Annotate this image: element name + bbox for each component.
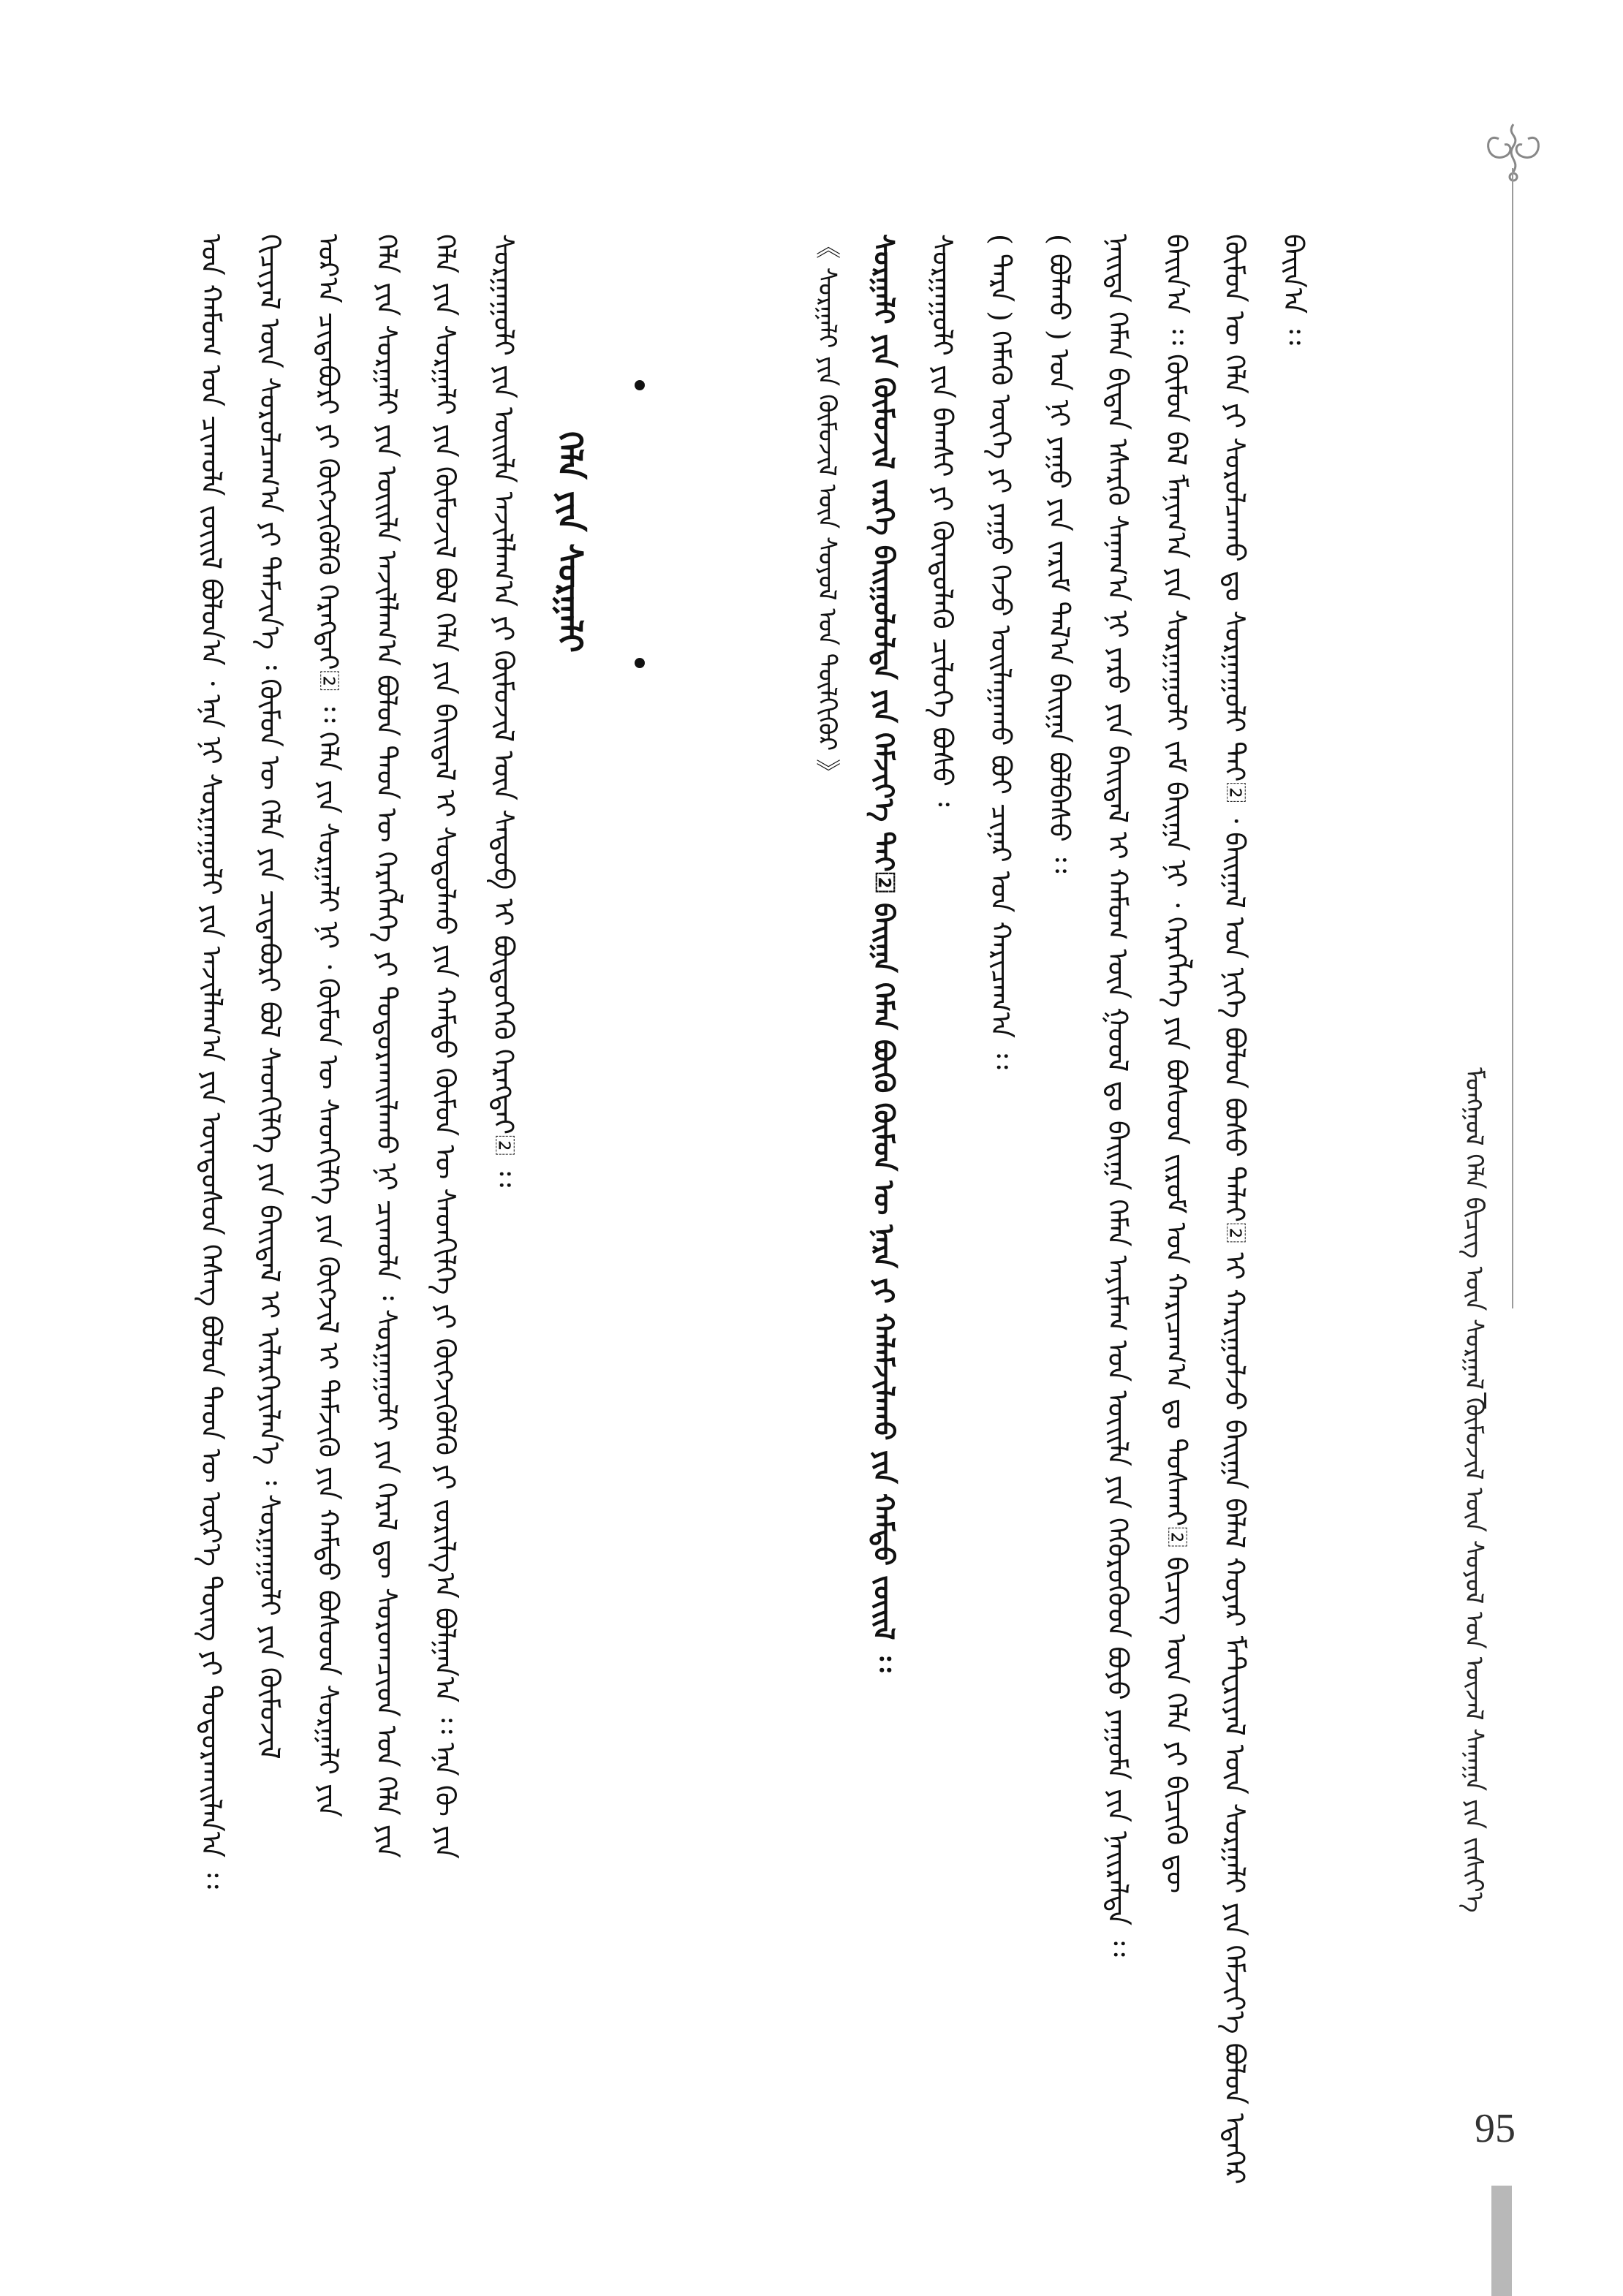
text-line-13: ᠬᠢᠴᠢᠶᠡᠯ ᠦᠨ ᠰᠤᠷᠤᠯᠴᠠᠭ᠎ᠠ ᠶᠢ ᠳᠡᠮᠵᠢᠨ᠎ᠡ ᠄ ᠬᠦᠮᠦᠨ ᠦ ᠬᠡᠯᠡ ᠶᠢᠨ ᠴᠢᠳᠠᠪᠤᠷᠢ ᠪᠣᠯ ᠰᠡᠳᠬᠢᠯᠭᠡ ᠶᠢᠨ ᠪᠠᠢ᠌ᠳᠠᠯ ᠢ ᠢᠯᠡᠷᠬᠡᠶᠢᠯᠡᠨ᠎ᠡ ᠄ ᠰᠤᠷᠭᠠᠭᠤᠯᠢ ᠶᠢᠨ ᠬᠦᠮᠦᠵᠢᠯ bbox=[254, 234, 286, 1759]
text-line-3: ᠨᠡᠢ᠌ᠲᠡ ᠬᠡᠮᠡᠨ ᠪᠢᠳᠡᠨ ᠡᠰᠡᠷᠭᠦ ᠰᠠᠨᠠᠭ᠎ᠠ ᠨᠢ ᠶᠡᠷᠦ ᠶᠢᠨ ᠪᠠᠢ᠌ᠳᠠᠯ ᠢ ᠬᠠᠮᠤᠭ ᠦᠨ ᠭᠣᠣᠯ ᠳᠤ ᠪᠠᠢ᠌ᠭᠠ ᠬᠡᠮᠡᠨ ᠠᠶᠢᠮᠠᠭ ᠤᠨ ᠦᠢ᠌ᠯᠡ ᠶᠢᠨ ᠬᠡᠭᠦᠷᠦᠭᠦᠳ ᠪᠤᠶᠤ ᠶᠠᠭᠤᠮᠠ ᠶᠢᠨ ᠨᠠᠢ᠌ᠷᠠᠯᠲᠠ ᠄᠄ bbox=[1102, 234, 1134, 1957]
text-line-4: ( ᠪᠣᠯᠬᠤ ) ᠤᠨ ᠨᠢ ᠶᠠᠭᠤ ᠶᠢᠨ ᠵᠠᠷᠢᠮ ᠲᠠᠯ᠎ᠠ ᠪᠠᠢ᠌ᠭᠠ ᠪᠣᠯᠪᠠᠰᠤ ᠄᠄ bbox=[1043, 234, 1075, 874]
thumb-tab bbox=[1491, 2186, 1512, 2296]
section-heading-text: ᠬᠡᠯᠡ ᠶᠢᠨ ᠰᠤᠷᠭᠠᠯᠢ bbox=[551, 431, 590, 653]
text-line-8: 《 ᠰᠤᠷᠭᠠᠯᠢ ᠶᠢᠨ ᠬᠦᠮᠦᠵᠢᠯ ᠦᠨ ᠰᠣᠶᠤᠯ ᠤᠨ ᠲᠦᠯᠬᠢᠭᠦᠷ 》 bbox=[812, 234, 841, 784]
bullet-icon bbox=[635, 380, 645, 390]
text-line-11: ᠬᠡᠯᠡ ᠶᠢᠨ ᠰᠤᠷᠭᠠᠯᠢ ᠶᠢᠨ ᠦᠢ᠌ᠯᠡ ᠠᠵᠢᠯᠯᠠᠭ᠎ᠠ ᠪᠣᠯᠤᠨ ᠲᠡᠦᠨ ᠦ ᠬᠡᠷᠡᠭᠯᠡᠭᠡ ᠶᠢ ᠲᠣᠳᠣᠷᠬᠠᠢ᠌ᠯᠠᠬᠤ ᠨᠢ ᠴᠢᠬᠤᠯᠠ ᠄ ᠰᠤᠷᠭᠠᠭᠤᠯᠢ ᠶᠢᠨ ᠭᠡᠷᠡᠯ ᠳᠦ ᠰᠤᠷᠤᠭᠴᠢᠳ ᠤᠨ ᠬᠡᠯᠡ ᠶᠢᠨ bbox=[371, 234, 403, 1858]
text-line-12: ᠤᠷ᠎ᠠ ᠴᠢᠳᠠᠪᠤᠷᠢ ᠶᠢ ᠬᠦᠭᠵᠢᠭᠦᠯᠬᠦ ᠬᠡᠷᠡᠭᠲᠡᠢ᠌ ᠄᠄ ᠬᠡᠯᠡ ᠶᠢᠨ ᠰᠤᠷᠭᠠᠯᠢ ᠨᠢ ᠂ ᠬᠦᠮᠦᠨ ᠦ ᠰᠡᠳᠬᠢᠯᠭᠡ ᠶᠢᠨ ᠬᠦᠭᠵᠢᠯ ᠢ ᠳᠡᠮᠵᠢᠬᠦ ᠶᠢᠨ ᠬᠠᠮᠲᠤ ᠪᠤᠰᠤᠳ ᠰᠤᠷᠭᠠᠯᠢ ᠶᠢᠨ bbox=[312, 234, 344, 1817]
text-line-10: ᠬᠡᠯᠡ ᠶᠢᠨ ᠰᠤᠷᠭᠠᠯᠢ ᠶᠢᠨ ᠬᠦᠮᠦᠵᠢᠯ ᠪᠣᠯ ᠬᠡᠯᠡ ᠶᠢᠨ ᠪᠠᠢ᠌ᠳᠠᠯ ᠢ ᠰᠤᠳᠤᠯᠬᠤ ᠶᠢᠨ ᠬᠠᠮᠲᠤ ᠬᠦᠮᠦᠨ ᠦ ᠰᠡᠳᠬᠢᠯᠭᠡ ᠶᠢ ᠬᠦᠭᠵᠢᠭᠦᠯᠬᠦ ᠶᠢ ᠵᠣᠷᠢᠯᠭ᠎ᠠ ᠪᠣᠯᠭᠠᠨ᠎ᠠ ᠄᠄ ᠡᠨᠡ ᠬᠦ ᠶᠢᠨ bbox=[429, 234, 461, 1859]
text-line-6: ᠰᠤᠷᠭᠠᠭᠤᠯᠢ ᠶᠢᠨ ᠪᠠᠭᠰᠢ ᠶᠢ ᠬᠦᠨᠳᠦᠯᠡᠬᠦ ᠴᠢᠯᠦᠭᠡ ᠪᠤᠰᠤ ᠄ bbox=[926, 234, 958, 807]
text-line-0: ᠪᠠᠢ᠌ᠨ᠎ᠠ ᠄᠄ bbox=[1277, 234, 1309, 345]
running-head-text: ᠮᠣᠩᠭᠣᠯ ᠬᠡᠯᠡ ᠪᠢᠴᠢᠭ ᠦᠨ ᠰᠤᠷᠭᠠᠯ ᠬᠦᠮᠦᠵᠢᠯ ᠦᠨ ᠰᠣᠶᠤᠯ ᠤᠨ ᠦᠵᠡᠯ ᠰᠠᠨᠠᠭᠠ ᠶᠢᠨ ᠵᠢᠱᠢᠶ᠎ᠡ bbox=[1459, 1067, 1488, 1913]
text-line-5: ( ᠲᠡᠷᠡ ) ᠬᠡᠮᠡᠬᠦ ᠦᠭᠡ ᠶᠢ ᠶᠠᠭᠤ ᠭᠡᠵᠦ ᠣᠢ᠌ᠯᠠᠭᠠᠬᠤ ᠪᠤᠢ ᠴᠢᠨᠠᠷ ᠤᠨ ᠬᠠᠷᠢᠴᠠᠭ᠎ᠠ ᠄᠄ bbox=[985, 234, 1017, 1069]
page-number: 95 bbox=[1475, 2106, 1516, 2151]
text-line-7: ᠰᠤᠷᠭᠠᠯᠢ ᠶᠢᠨ ᠬᠦᠮᠦᠵᠢᠯ ᠵᠡᠷᠭᠡ ᠪᠠᠢ᠌ᠭᠤᠯᠤᠯᠲᠠ ᠶᠢᠨ ᠬᠡᠮᠵᠢᠶ᠎ᠡ ᠲᠠᠢ᠌ ᠪᠠᠢ᠌ᠭᠠ ᠬᠡᠮᠡᠨ ᠪᠦᠬᠦ ᠬᠦᠮᠦᠨ ᠦ ᠨᠡᠷᠡ ᠶᠢ ᠬᠠᠯᠠᠮᠵᠢᠯᠠᠬᠤ ᠶᠢᠨ ᠬᠠᠮᠲᠤ ᠵᠦᠢ᠌ᠯ ᠄᠄ bbox=[868, 234, 901, 1672]
text-line-2: ᠪᠠᠢ᠌ᠨ᠎ᠠ ᠄᠄ ᠬᠦᠮᠦᠨ ᠪᠠᠯ ᠮᠠᠨᠢᠭ᠎ᠠ ᠶᠢᠨ ᠰᠤᠷᠭᠠᠭᠤᠯᠢ ᠵᠠᠮ ᠪᠠᠢ᠌ᠭᠠ ᠨᠢ ᠂ ᠬᠡᠷᠡᠭᠯᠡᠭᠡ ᠶᠢᠨ ᠪᠤᠰᠤᠳ ᠵᠢᠷᠤᠮ ᠤᠨ ᠬᠠᠷᠢᠴᠠᠭ᠎ᠠ ᠳᠤ ᠲᠤᠰᠬᠠᠢ᠌ ᠪᠢᠴᠢᠭ ᠦᠨ ᠬᠡᠯᠡ ᠶᠢ ᠪᠢᠴᠢᠬᠦ ᠳᠦ bbox=[1160, 234, 1192, 1894]
text-line-1: ᠬᠦᠮᠦᠨ ᠦ ᠬᠡᠯᠡ ᠶᠢ ᠰᠤᠷᠤᠯᠴᠠᠬᠤ ᠳᠤ ᠰᠤᠷᠭᠠᠭᠤᠯᠢ ᠲᠠᠢ᠌ ᠂ ᠪᠠᠢ᠌ᠭᠠᠯ ᠤᠨ ᠨᠢᠭᠡ ᠪᠣᠯᠣᠨ ᠪᠤᠰᠤ ᠳᠠᠯᠠᠢ᠌ ᠢ ᠬᠠᠷᠢᠭᠤᠯᠵᠤ ᠪᠠᠢ᠌ᠭᠠ ᠪᠡᠯᠡᠯ ᠬᠣᠶᠠᠷ ᠮᠠᠲ᠋ᠧᠷᠢᠶᠠᠯ ᠦᠨ ᠰᠤᠷᠭᠠᠯᠢ ᠶᠢᠨ ᠬᠡᠮᠵᠢᠶ᠎ᠡ ᠪᠣᠯᠤᠨ ᠡᠳᠡᠭᠡᠷ bbox=[1219, 234, 1251, 2185]
ornament-icon bbox=[1469, 117, 1557, 197]
text-line-14: ᠤᠨ ᠬᠠᠮᠤᠭ ᠤᠨ ᠴᠢᠬᠤᠯᠠ ᠵᠦᠢ᠌ᠯ ᠪᠣᠯᠤᠨ᠎ᠠ ᠂ ᠡᠨᠡ ᠨᠢ ᠰᠤᠷᠭᠠᠭᠤᠯᠢ ᠶᠢᠨ ᠠᠵᠢᠯᠯᠠᠭ᠎ᠠ ᠶᠢᠨ ᠦᠨᠳᠦᠰᠦᠨ ᠬᠡᠰᠡᠭ ᠪᠣᠯᠤᠨ ᠲᠡᠦᠨ ᠦ ᠦᠷ᠎ᠡ ᠳᠦᠩ ᠶᠢ ᠲᠣᠳᠣᠷᠬᠠᠢ᠌ᠯᠠᠨ᠎ᠠ ᠄᠄ bbox=[195, 234, 227, 1889]
bullet-icon bbox=[635, 658, 645, 668]
header-rule bbox=[1512, 168, 1513, 1308]
text-line-9: ᠰᠤᠷᠭᠠᠭᠤᠯᠢ ᠶᠢᠨ ᠦᠢ᠌ᠯᠡ ᠠᠵᠢᠯᠯᠠᠭ᠎ᠠ ᠶᠢ ᠬᠦᠮᠦᠵᠢᠯ ᠦᠨ ᠰᠡᠳᠦᠪ ᠢ ᠪᠦᠲᠦᠭᠡᠬᠦ ᠬᠡᠷᠡᠭᠲᠡᠢ᠌ ᠄᠄ bbox=[488, 234, 520, 1188]
